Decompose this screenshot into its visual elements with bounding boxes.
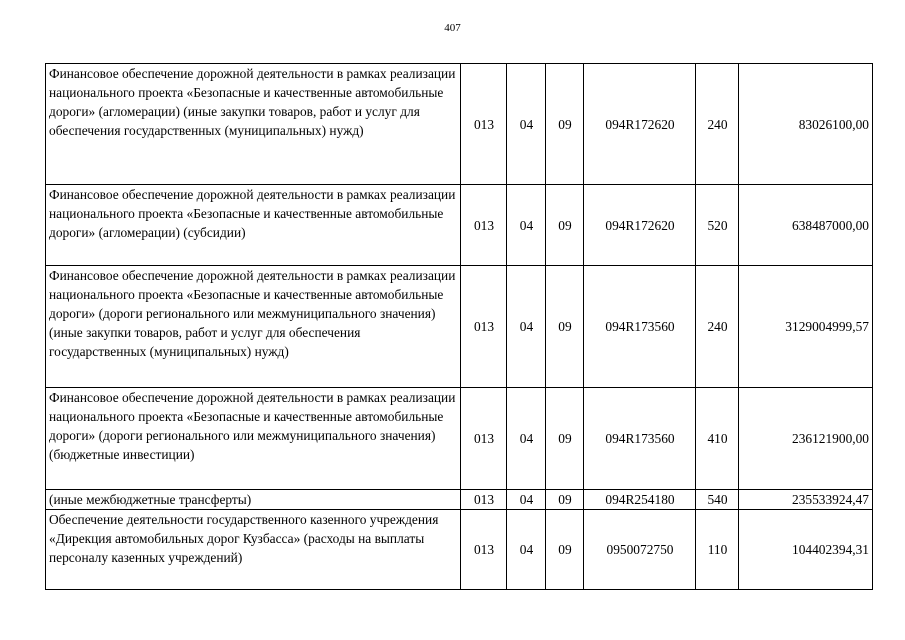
target-article-code: 094R254180: [584, 490, 696, 510]
expense-type-code: 520: [696, 185, 739, 266]
row-description: Обеспечение деятельности государственного казенного учреждения «Дирекция автомобильных дорог Кузбасса» (расходы на выплаты персоналу казенных учреждений): [46, 510, 461, 590]
grbs-code: 013: [461, 185, 507, 266]
row-description: Финансовое обеспечение дорожной деятельности в рамках реализации национального проекта «Безопасные и качественные автомобильные дороги» (агломерации) (иные закупки товаров, работ и услуг для обеспечения государственных (муниципальных) нужд): [46, 64, 461, 185]
amount-value: 3129004999,57: [739, 266, 873, 388]
row-description: Финансовое обеспечение дорожной деятельности в рамках реализации национального проекта «Безопасные и качественные автомобильные дороги» (дороги регионального или межмуниципального значения) (бюджетные инвестиции): [46, 388, 461, 490]
target-article-code: 094R173560: [584, 388, 696, 490]
table-row: [46, 266, 873, 388]
table-row: [46, 490, 873, 510]
row-description: (иные межбюджетные трансферты): [46, 490, 461, 510]
table-row: [46, 388, 873, 490]
budget-table: [45, 63, 873, 590]
grbs-code: 013: [461, 510, 507, 590]
expense-type-code: 410: [696, 388, 739, 490]
section-code: 04: [507, 185, 546, 266]
section-code: 04: [507, 510, 546, 590]
amount-value: 235533924,47: [739, 490, 873, 510]
expense-type-code: 240: [696, 64, 739, 185]
expense-type-code: 110: [696, 510, 739, 590]
target-article-code: 0950072750: [584, 510, 696, 590]
row-description: Финансовое обеспечение дорожной деятельности в рамках реализации национального проекта «Безопасные и качественные автомобильные дороги» (дороги регионального или межмуниципального значения) (иные закупки товаров, работ и услуг для обеспечения государственных (муниципальных) нужд): [46, 266, 461, 388]
amount-value: 83026100,00: [739, 64, 873, 185]
grbs-code: 013: [461, 388, 507, 490]
target-article-code: 094R173560: [584, 266, 696, 388]
subsection-code: 09: [546, 185, 584, 266]
subsection-code: 09: [546, 388, 584, 490]
target-article-code: 094R172620: [584, 185, 696, 266]
target-article-code: 094R172620: [584, 64, 696, 185]
row-description: Финансовое обеспечение дорожной деятельности в рамках реализации национального проекта «Безопасные и качественные автомобильные дороги» (агломерации) (субсидии): [46, 185, 461, 266]
section-code: 04: [507, 64, 546, 185]
subsection-code: 09: [546, 490, 584, 510]
table-row: [46, 510, 873, 590]
amount-value: 104402394,31: [739, 510, 873, 590]
page-number: 407: [444, 22, 461, 34]
grbs-code: 013: [461, 64, 507, 185]
subsection-code: 09: [546, 64, 584, 185]
grbs-code: 013: [461, 266, 507, 388]
amount-value: 638487000,00: [739, 185, 873, 266]
amount-value: 236121900,00: [739, 388, 873, 490]
table-row: [46, 64, 873, 185]
subsection-code: 09: [546, 266, 584, 388]
section-code: 04: [507, 266, 546, 388]
table-row: [46, 185, 873, 266]
grbs-code: 013: [461, 490, 507, 510]
expense-type-code: 240: [696, 266, 739, 388]
expense-type-code: 540: [696, 490, 739, 510]
section-code: 04: [507, 490, 546, 510]
section-code: 04: [507, 388, 546, 490]
subsection-code: 09: [546, 510, 584, 590]
